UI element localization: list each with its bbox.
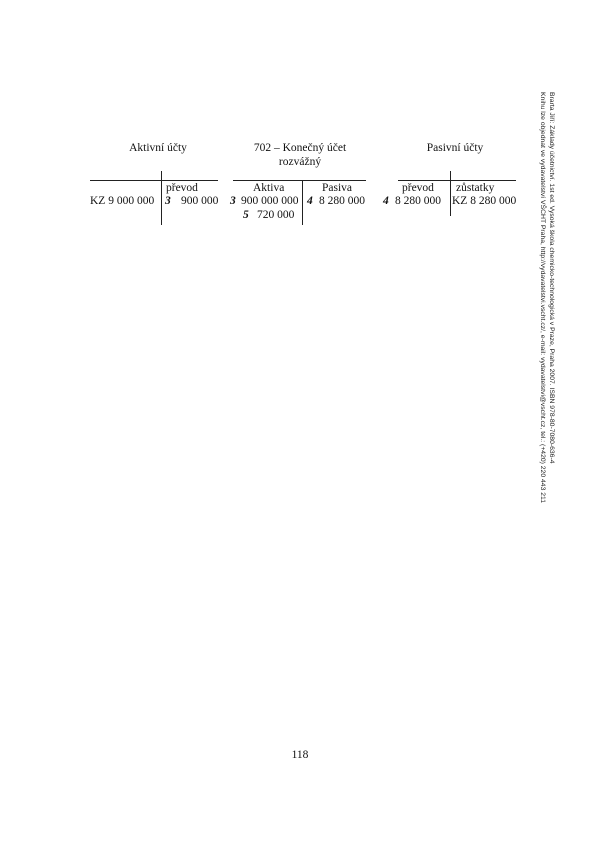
konecny-right-header: Pasiva: [322, 182, 353, 194]
pasivni-left-amount: 8 280 000: [395, 195, 441, 207]
t-account-konecny-top-line: [233, 180, 366, 181]
heading-konecny-line2: rozvážný: [278, 156, 322, 168]
t-account-pasivni-divider: [450, 171, 451, 216]
heading-aktivni-ucty: Aktivní účty: [129, 142, 187, 154]
aktivni-right-header: převod: [166, 182, 198, 194]
side-copyright-note: [538, 92, 556, 503]
pasivni-left-header: převod: [402, 182, 434, 194]
t-account-aktivni-top-line: [90, 180, 218, 181]
konecny-right-row-1-ref: 4: [307, 195, 313, 207]
aktivni-left-entry: KZ 9 000 000: [90, 195, 155, 207]
pasivni-right-entry: KZ 8 280 000: [452, 195, 517, 207]
heading-konecny-line1: 702 – Konečný účet: [253, 142, 347, 154]
t-account-aktivni-divider: [161, 171, 162, 225]
konecny-right-row-1-amount: 8 280 000: [319, 195, 365, 207]
t-account-pasivni-top-line: [398, 180, 516, 181]
side-note-line-1: Brarta Jiří: Základy účetnictví. 1st ed. Vysoká škola chemicko-technologická v Praze, Praha 2007. ISBN 978-80-7080-636-4: [548, 92, 555, 464]
konecny-left-row-2-amount: 720 000: [257, 209, 295, 221]
konecny-left-row-1-amount: 900 000 000: [241, 195, 299, 207]
t-account-konecny-divider: [302, 180, 303, 225]
pasivni-right-header: zůstatky: [456, 182, 495, 194]
konecny-left-row-2-ref: 5: [243, 209, 249, 221]
heading-pasivni-ucty: Pasivní účty: [426, 142, 484, 154]
konecny-left-header: Aktiva: [253, 182, 285, 194]
konecny-left-row-1-ref: 3: [230, 195, 236, 207]
page-number: 118: [291, 749, 309, 761]
side-note-line-2: Knihu lze objednat ve vydavatelství VŠCHT Praha, http://vydavatelstvi.vscht.cz/, e-mail: vydavatelstvi@vscht.cz, tel.: (+420) 220 443 211: [539, 92, 546, 504]
pasivni-left-ref: 4: [383, 195, 389, 207]
aktivni-right-ref: 3: [165, 195, 171, 207]
heading-konecny-ucet: [230, 141, 370, 169]
aktivni-right-amount: 900 000: [181, 195, 219, 207]
